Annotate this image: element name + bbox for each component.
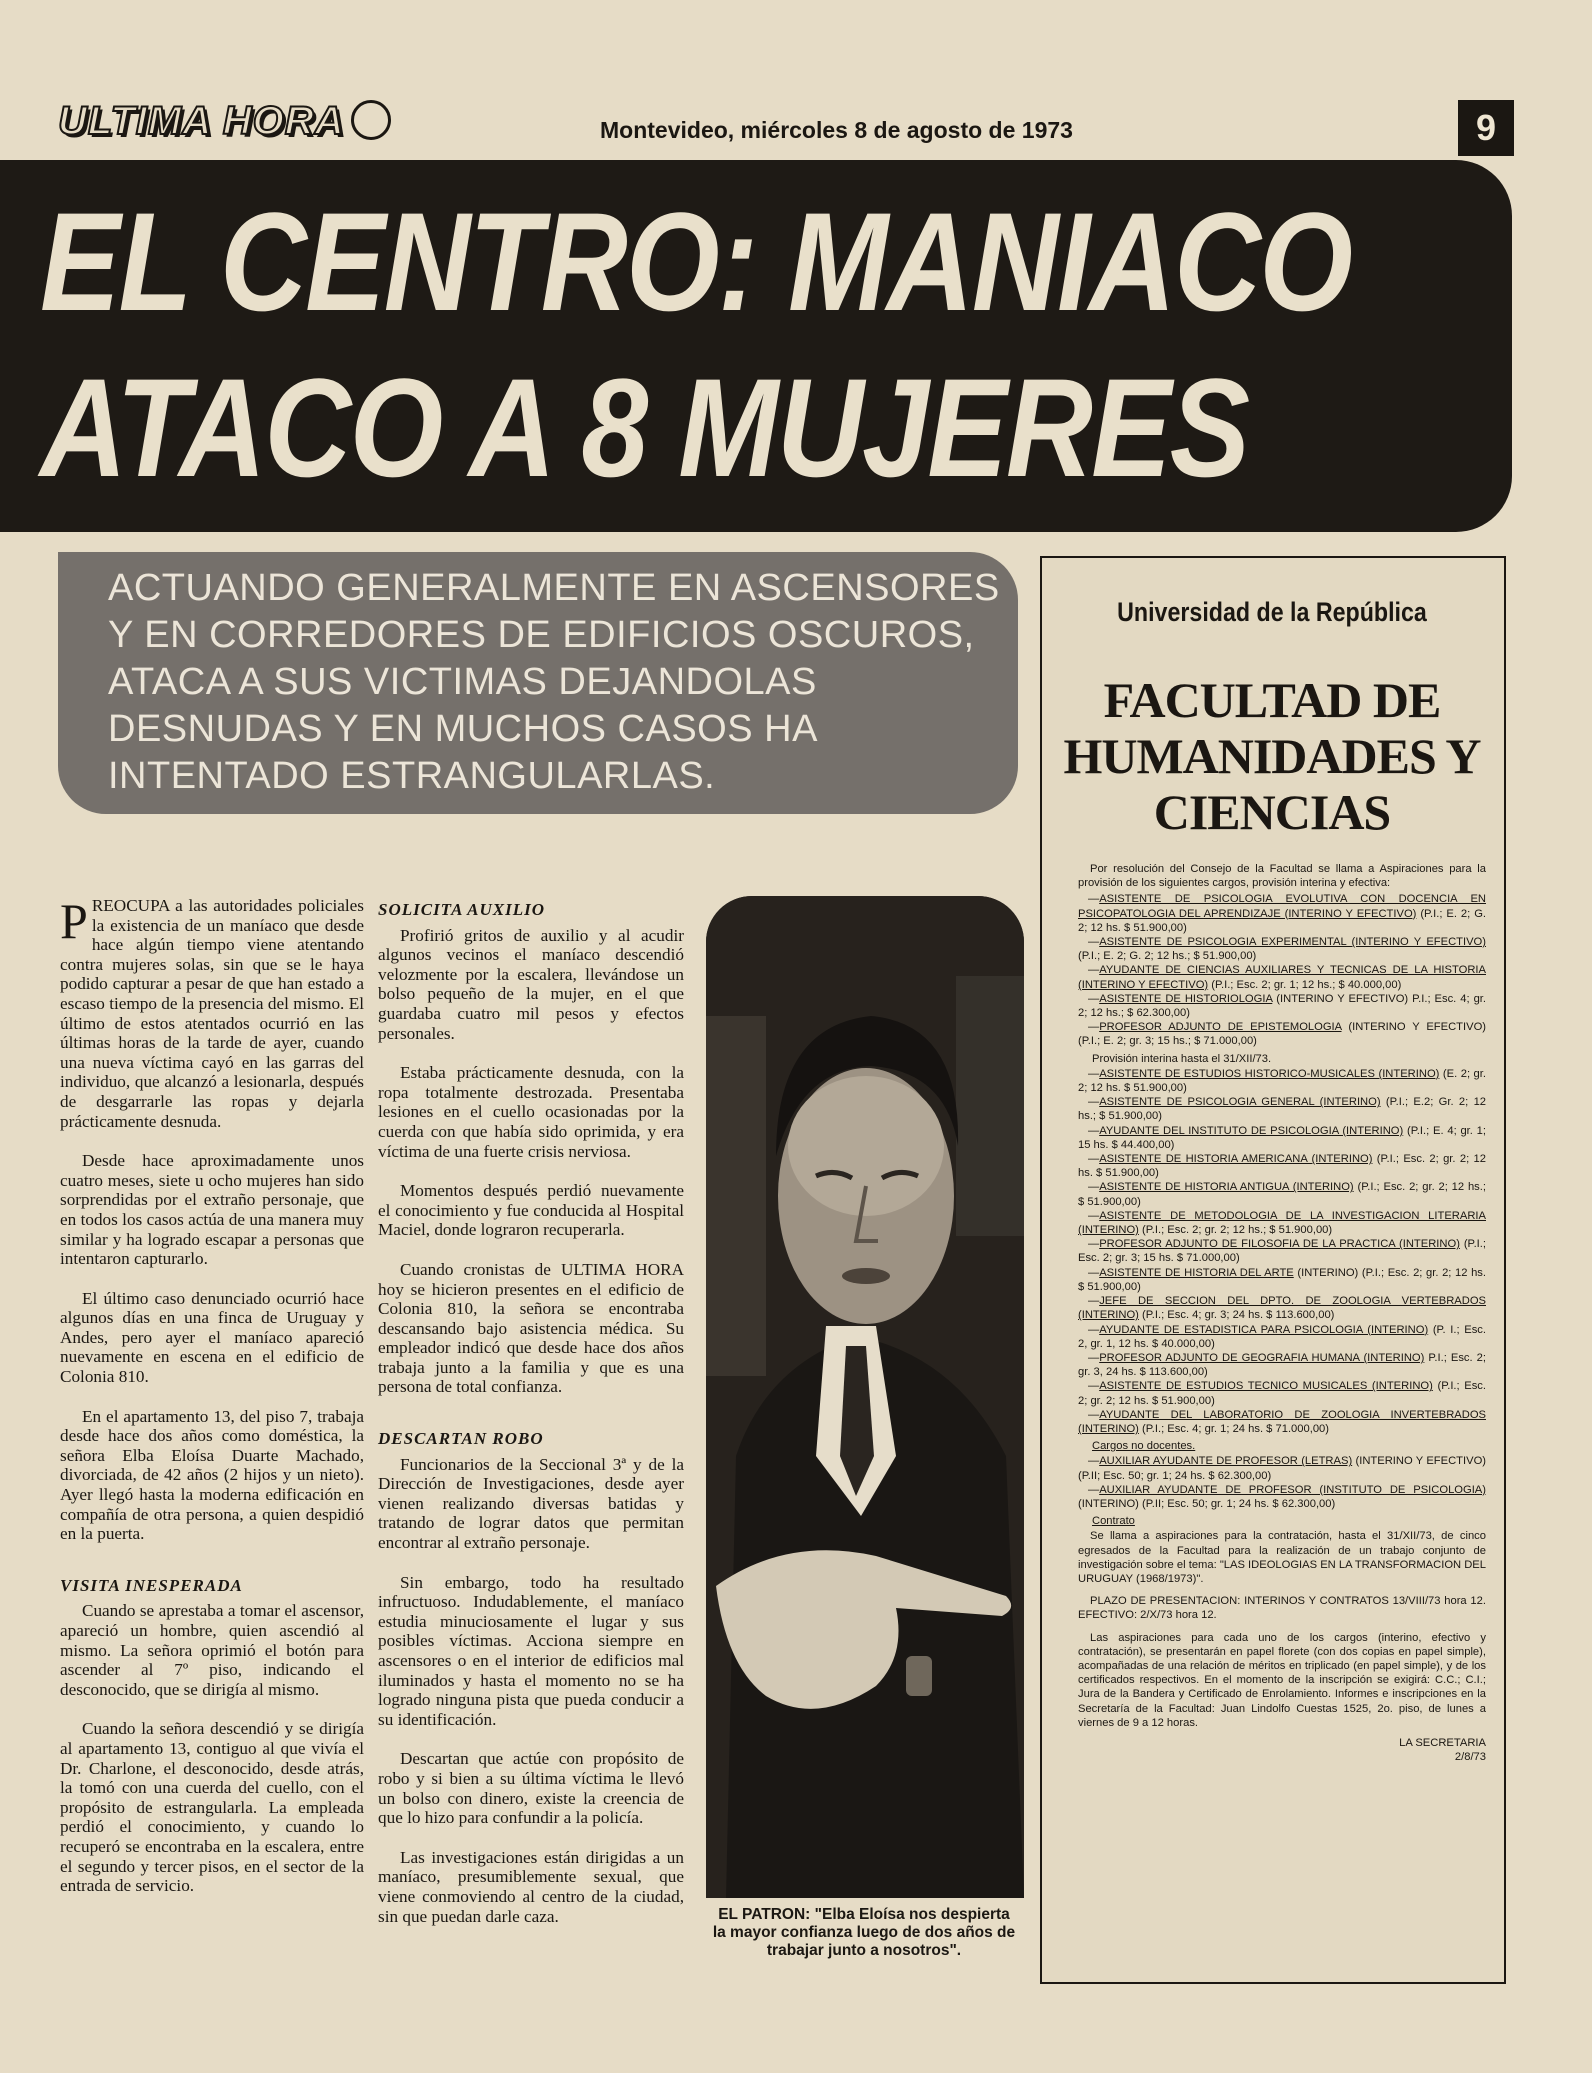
- page-number: 9: [1458, 100, 1514, 156]
- announcement-position: —ASISTENTE DE PSICOLOGIA EXPERIMENTAL (INTERINO Y EFECTIVO) (P.I.; E. 2; G. 2; 12 hs.; $ 51.900,00): [1078, 936, 1486, 963]
- position-title: ASISTENTE DE PSICOLOGIA GENERAL (INTERINO): [1099, 1096, 1381, 1109]
- article-subheading: DESCARTAN ROBO: [378, 1429, 544, 1449]
- announcement-signature-date: 2/8/73: [1454, 1751, 1486, 1764]
- announcement-position: —AYUDANTE DE CIENCIAS AUXILIARES Y TECNICAS DE LA HISTORIA (INTERINO Y EFECTIVO) (P.I.; Esc. 2; gr. 1; 12 hs.; $ 40.000,00): [1078, 964, 1486, 991]
- announcement-position: —ASISTENTE DE HISTORIA ANTIGUA (INTERINO) (P.I.; Esc. 2; gr. 2; 12 hs.; $ 51.900,00): [1078, 1181, 1486, 1208]
- article-paragraph: En el apartamento 13, del piso 7, trabaja desde hace dos años como doméstica, la señora Elba Eloísa Duarte Machado, divorciada, de 42 años (2 hijos y un nieto). Ayer llegó hasta la moderna edificación en compañía de otra persona, a quien despidió en la puerta.: [60, 1406, 364, 1544]
- announcement-position: —PROFESOR ADJUNTO DE GEOGRAFIA HUMANA (INTERINO) P.I.; Esc. 2; gr. 3, 24 hs. $ 113.600,00): [1078, 1351, 1486, 1379]
- announcement-position: —AYUDANTE DEL INSTITUTO DE PSICOLOGIA (INTERINO) (P.I.; E. 4; gr. 1; 15 hs. $ 44.400,00): [1078, 1124, 1487, 1151]
- position-detail: (P.I.; Esc. 2; gr. 2; 12 hs.; $ 51.900,00): [1142, 1224, 1333, 1237]
- announcement-institution: Universidad de la República: [1117, 597, 1427, 627]
- announcement-position: —JEFE DE SECCION DEL DPTO. DE ZOOLOGIA VERTEBRADOS (INTERINO) (P.I.; Esc. 4; gr. 3; 24 hs. $ 113.600,00): [1078, 1295, 1486, 1322]
- position-title: AYUDANTE DEL LABORATORIO DE ZOOLOGIA INVERTEBRADOS (INTERINO): [1078, 1408, 1486, 1435]
- article-paragraph: Momentos después perdió nuevamente el conocimiento y fue conducida al Hospital Maciel, donde lograron recuperarla.: [378, 1181, 684, 1240]
- announcement-position: —ASISTENTE DE ESTUDIOS TECNICO MUSICALES (INTERINO) (P.I.; Esc. 2; gr. 2; 12 hs. $ 51.900,00): [1078, 1380, 1487, 1407]
- article-paragraph: Sin embargo, todo ha resultado infructuoso. Indudablemente, el maníaco estudia minuciosamente el lugar y sus posibles víctimas. Acciona siempre en ascensores o en el interior de edificios mal iluminados y hasta el momento no se ha logrado ninguna pista que pueda conducir a su identificación.: [378, 1572, 684, 1729]
- position-detail: (P.I.; Esc. 2; gr. 2; 12 hs. $ 51.900,00): [1078, 1380, 1487, 1407]
- announcement-position: —ASISTENTE DE HISTORIA DEL ARTE (INTERINO) (P.I.; Esc. 2; gr. 2; 12 hs. $ 51.900,00): [1078, 1266, 1487, 1293]
- announcement-position: —ASISTENTE DE HISTORIA AMERICANA (INTERINO) (P.I.; Esc. 2; gr. 2; 12 hs. $ 51.900,00): [1078, 1153, 1486, 1180]
- announcement-faculty-title: FACULTAD DE HUMANIDADES Y CIENCIAS: [1063, 672, 1481, 840]
- logo-emblem-icon: [351, 100, 391, 140]
- position-title: ASISTENTE DE HISTORIA ANTIGUA (INTERINO): [1099, 1181, 1354, 1194]
- article-paragraph: Desde hace aproximadamente unos cuatro meses, siete u ocho mujeres han sido sorprendidas por el extraño personaje, que en todos los casos actúa de una manera muy similar y ha logrado escapar a personas que intentaron capturarlo.: [60, 1151, 364, 1269]
- article-paragraph: Cuando cronistas de ULTIMA HORA hoy se hicieron presentes en el edificio de Colonia 810, la señora se encontraba descansando bajo asistencia médica. Su empleador indicó que desde hace dos años trabaja junto a la familia y que es una persona de total confianza.: [378, 1259, 684, 1397]
- announcement-heading-contrato: Contrato: [1092, 1515, 1135, 1528]
- position-title: ASISTENTE DE HISTORIA DEL ARTE: [1099, 1266, 1294, 1279]
- position-detail: (INTERINO) (P.I.; Esc. 2; gr. 2; 12 hs. $ 51.900,00): [1078, 1266, 1487, 1293]
- position-detail: (P.I.; E.2; Gr. 2; 12 hs.; $ 51.900,00): [1078, 1096, 1487, 1123]
- position-title: AYUDANTE DEL INSTITUTO DE PSICOLOGIA (INTERINO): [1099, 1124, 1404, 1137]
- dateline: Montevideo, miércoles 8 de agosto de 1973: [600, 117, 1073, 143]
- position-detail: (P.I.; E. 2; G. 2; 12 hs.; $ 51.900,00): [1078, 950, 1257, 963]
- position-detail: (E. 2; gr. 2; 12 hs. $ 51.900,00): [1078, 1067, 1486, 1095]
- article-paragraph: El último caso denunciado ocurrió hace algunos días en una finca de Uruguay y Andes, pero ayer el maníaco apareció nuevamente en escena en el edificio de Colonia 810.: [60, 1288, 364, 1387]
- drop-cap: P: [60, 893, 88, 949]
- article-column-2: [378, 900, 684, 1990]
- article-paragraph: Funcionarios de la Seccional 3ª y de la Dirección de Investigaciones, desde ayer vienen realizando diversas batidas y tratando de lograr datos que permitan encontrar al extraño personaje.: [378, 1454, 684, 1553]
- position-detail: (P.I.; Esc. 2; gr. 1; 12 hs.; $ 40.000,00): [1211, 978, 1402, 991]
- position-detail: (INTERINO) (P.II; Esc. 50; gr. 1; 24 hs. $ 62.300,00): [1078, 1497, 1336, 1510]
- photo-caption: EL PATRON: "Elba Eloísa nos despierta la mayor confianza luego de dos años de trabajar junto a nosotros".: [712, 1906, 1016, 1959]
- position-title: ASISTENTE DE HISTORIOLOGIA: [1099, 992, 1273, 1005]
- position-detail: (P.I.; Esc. 2; gr. 2; 12 hs.; $ 51.900,00): [1078, 1181, 1486, 1208]
- position-detail: (P.I.; Esc. 2; gr. 3; 15 hs. $ 71.000,00): [1078, 1238, 1487, 1265]
- announcement-aspiraciones: Las aspiraciones para cada uno de los cargos (interino, efectivo y contratación), se presentarán en papel florete (con dos copias en papel simple), acompañadas de una relación de méritos en triplicado (en papel simple), y de los certificados respectivos. En el momento de la inscripción se exigirá: C.C.; C.I.; Jura de la Bandera y Certificado de Enrolamiento. Informes e inscripciones en la Secretaría de la Facultad: Juan Lindolfo Cuestas 1525, 2o. piso, de lunes a viernes de 9 a 12 horas.: [1078, 1631, 1486, 1729]
- position-detail: P.I.; Esc. 2; gr. 3, 24 hs. $ 113.600,00): [1078, 1351, 1486, 1379]
- newspaper-logo: [58, 96, 442, 148]
- announcement-heading-no-docentes: Cargos no docentes.: [1092, 1440, 1196, 1453]
- announcement-position: —ASISTENTE DE ESTUDIOS HISTORICO-MUSICALES (INTERINO) (E. 2; gr. 2; 12 hs. $ 51.900,00): [1078, 1067, 1486, 1095]
- position-title: ASISTENTE DE ESTUDIOS TECNICO MUSICALES (INTERINO): [1099, 1380, 1433, 1393]
- position-detail: (P.I.; E. 4; gr. 1; 15 hs. $ 44.400,00): [1078, 1124, 1487, 1151]
- article-paragraph: Cuando la señora descendió y se dirigía al apartamento 13, contiguo al que vivía el Dr. Charlone, el desconocido, desde atrás, la tomó con una cuerda del cuello, con el propósito de estrangularla. La empleada perdió el conocimiento, y cuando lo recuperó se encontraba en la escalera, entre el segundo y tercer pisos, en el sector de la entrada de servicio.: [60, 1719, 364, 1896]
- position-detail: (P.I.; Esc. 4; gr. 1; 24 hs. $ 71.000,00): [1142, 1422, 1329, 1435]
- position-title: ASISTENTE DE PSICOLOGIA EVOLUTIVA CON DOCENCIA EN PSICOPATOLOGIA DEL APRENDIZAJE (INTERINO Y EFECTIVO): [1078, 893, 1486, 920]
- position-detail: (INTERINO Y EFECTIVO) (P.I.; E. 2; gr. 3; 15 hs.; $ 71.000,00): [1078, 1021, 1487, 1048]
- announcement-position: —ASISTENTE DE PSICOLOGIA EVOLUTIVA CON DOCENCIA EN PSICOPATOLOGIA DEL APRENDIZAJE (INTERINO Y EFECTIVO) (P.I.; E. 2; G. 2; 12 hs. $ 51.900,00): [1078, 893, 1486, 934]
- announcement-plazo: PLAZO DE PRESENTACION: INTERINOS Y CONTRATOS 13/VIII/73 hora 12. EFECTIVO: 2/X/73 hora 12.: [1078, 1595, 1486, 1622]
- position-title: ASISTENTE DE PSICOLOGIA EXPERIMENTAL (INTERINO Y EFECTIVO): [1099, 936, 1486, 949]
- position-detail: (P.I.; E. 2; G. 2; 12 hs. $ 51.900,00): [1078, 907, 1486, 934]
- article-paragraph: Profirió gritos de auxilio y al acudir algunos vecinos el maníaco descendió velozmente por la escalera, llevándose un bolso pequeño de la mujer, en el que guardaba cuatro mil pesos y efectos personales.: [378, 925, 684, 1043]
- announcement-position: —PROFESOR ADJUNTO DE FILOSOFIA DE LA PRACTICA (INTERINO) (P.I.; Esc. 2; gr. 3; 15 hs. $ 71.000,00): [1078, 1238, 1487, 1265]
- announcement-position: —AUXILIAR AYUDANTE DE PROFESOR (LETRAS) (INTERINO Y EFECTIVO) (P.II; Esc. 50; gr. 1; 24 hs. $ 62.300,00): [1078, 1455, 1487, 1482]
- announcement-position: —ASISTENTE DE PSICOLOGIA GENERAL (INTERINO) (P.I.; E.2; Gr. 2; 12 hs.; $ 51.900,00): [1078, 1096, 1487, 1123]
- position-title: ASISTENTE DE ESTUDIOS HISTORICO-MUSICALES (INTERINO): [1099, 1067, 1440, 1080]
- position-detail: (INTERINO Y EFECTIVO) P.I.; Esc. 4; gr. 2; 12 hs.; $ 62.300,00): [1078, 992, 1487, 1020]
- announcement-contrato: Se llama a aspiraciones para la contratación, hasta el 31/XII/73, de cinco egresados de la Facultad para la realización de un trabajo conjunto de investigación sobre el tema: "LAS IDEOLOGIAS EN LA TRANSFORMACION DEL URUGUAY (1968/1973)".: [1078, 1530, 1486, 1585]
- position-title: ASISTENTE DE HISTORIA AMERICANA (INTERINO): [1099, 1153, 1373, 1166]
- position-detail: (INTERINO Y EFECTIVO) (P.II; Esc. 50; gr. 1; 24 hs. $ 62.300,00): [1078, 1455, 1487, 1482]
- article-paragraph: REOCUPA a las autoridades policiales la existencia de un maníaco que desde hace algún tiempo viene atentando contra mujeres solas, sin que se le haya podido capturar a pesar de que han estado a escaso tiempo de la presencia del mismo. El último de estos atentados ocurrió en las últimas horas de la tarde de ayer, cuando una nueva víctima cayó en las garras del individuo, que alcanzó a lesionarla, después de desgarrarle las ropas y dejarla prácticamente desnuda.: [60, 896, 364, 1131]
- announcement-heading-interina: Provisión interina hasta el 31/XII/73.: [1092, 1052, 1272, 1065]
- headline-line-2: ATACO A 8 MUJERES: [40, 349, 1249, 506]
- position-detail: (P.I.; Esc. 4; gr. 3; 24 hs. $ 113.600,00): [1142, 1309, 1335, 1322]
- announcement-intro: Por resolución del Consejo de la Facultad se llama a Aspiraciones para la provisión de los siguientes cargos, provisión interina y efectiva:: [1078, 863, 1486, 890]
- announcement-position: —ASISTENTE DE METODOLOGIA DE LA INVESTIGACION LITERARIA (INTERINO) (P.I.; Esc. 2; gr. 2; 12 hs.; $ 51.900,00): [1078, 1209, 1486, 1237]
- position-detail: (P. I.; Esc. 2, gr. 1, 12 hs. $ 40.000,00): [1078, 1323, 1487, 1350]
- position-title: PROFESOR ADJUNTO DE EPISTEMOLOGIA: [1099, 1021, 1342, 1034]
- portrait-photo: [706, 896, 1024, 1898]
- position-title: PROFESOR ADJUNTO DE GEOGRAFIA HUMANA (INTERINO): [1099, 1351, 1425, 1364]
- announcement-signature: LA SECRETARIA: [1399, 1736, 1486, 1749]
- article-subheading: VISITA INESPERADA: [60, 1575, 243, 1595]
- announcement-position: —AYUDANTE DE ESTADISTICA PARA PSICOLOGIA (INTERINO) (P. I.; Esc. 2, gr. 1, 12 hs. $ 40.000,00): [1078, 1323, 1487, 1350]
- position-title: AYUDANTE DE CIENCIAS AUXILIARES Y TECNICAS DE LA HISTORIA (INTERINO Y EFECTIVO): [1078, 964, 1486, 991]
- article-subheading: SOLICITA AUXILIO: [378, 900, 545, 919]
- article-column-1: [60, 893, 364, 1986]
- position-title: AUXILIAR AYUDANTE DE PROFESOR (INSTITUTO DE PSICOLOGIA): [1099, 1483, 1486, 1496]
- position-detail: (P.I.; Esc. 2; gr. 2; 12 hs. $ 51.900,00): [1078, 1153, 1486, 1180]
- announcement-position: —PROFESOR ADJUNTO DE EPISTEMOLOGIA (INTERINO Y EFECTIVO) (P.I.; E. 2; gr. 3; 15 hs.; $ 71.000,00): [1078, 1021, 1487, 1048]
- headline-line-1: EL CENTRO: MANIACO: [40, 183, 1352, 340]
- summary-text: ACTUANDO GENERALMENTE EN ASCENSORES Y EN CORREDORES DE EDIFICIOS OSCUROS, ATACA A SUS VICTIMAS DEJANDOLAS DESNUDAS Y EN MUCHOS CASOS HA INTENTADO ESTRANGULARLAS.: [108, 567, 1000, 797]
- announcement-position: —ASISTENTE DE HISTORIOLOGIA (INTERINO Y EFECTIVO) P.I.; Esc. 4; gr. 2; 12 hs.; $ 62.300,00): [1078, 992, 1487, 1020]
- announcement-position: —AYUDANTE DEL LABORATORIO DE ZOOLOGIA INVERTEBRADOS (INTERINO) (P.I.; Esc. 4; gr. 1; 24 hs. $ 71.000,00): [1078, 1408, 1486, 1435]
- announcement-position: —AUXILIAR AYUDANTE DE PROFESOR (INSTITUTO DE PSICOLOGIA) (INTERINO) (P.II; Esc. 50; gr. 1; 24 hs. $ 62.300,00): [1078, 1483, 1486, 1510]
- position-title: AUXILIAR AYUDANTE DE PROFESOR (LETRAS): [1099, 1455, 1353, 1468]
- position-title: JEFE DE SECCION DEL DPTO. DE ZOOLOGIA VERTEBRADOS (INTERINO): [1078, 1295, 1486, 1322]
- position-title: ASISTENTE DE METODOLOGIA DE LA INVESTIGACION LITERARIA (INTERINO): [1078, 1209, 1486, 1237]
- announcement-body: [1078, 862, 1486, 1954]
- logo-text: ULTIMA HORA: [58, 99, 345, 143]
- portrait-photo-illustration: [706, 896, 1024, 1898]
- position-title: AYUDANTE DE ESTADISTICA PARA PSICOLOGIA (INTERINO): [1099, 1323, 1429, 1336]
- article-paragraph: Descartan que actúe con propósito de robo y si bien a su última víctima le llevó un bolso con dinero, existe la creencia de que lo hizo para confundir a la policía.: [378, 1749, 684, 1828]
- article-paragraph: Cuando se aprestaba a tomar el ascensor, apareció un hombre, quien ascendió al mismo. La señora oprimió el botón para ascender al 7º piso, indicando el desconocido, que se dirigía al mismo.: [60, 1601, 364, 1699]
- article-paragraph: Estaba prácticamente desnuda, con la ropa totalmente destrozada. Presentaba lesiones en el cuello ocasionadas por la cuerda con que había sido oprimida, y era víctima de una fuerte crisis nerviosa.: [378, 1063, 684, 1161]
- position-title: PROFESOR ADJUNTO DE FILOSOFIA DE LA PRACTICA (INTERINO): [1099, 1238, 1460, 1251]
- article-paragraph: Las investigaciones están dirigidas a un maníaco, presumiblemente sexual, que viene conmoviendo al centro de la ciudad, sin que puedan darle caza.: [378, 1847, 684, 1926]
